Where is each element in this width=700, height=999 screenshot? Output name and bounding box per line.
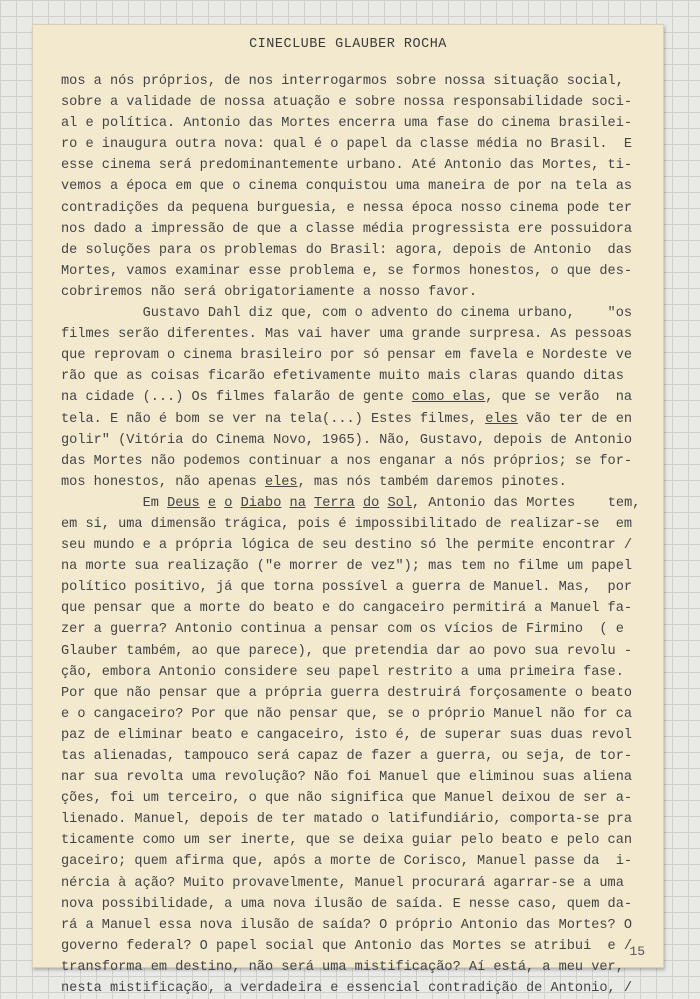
text-line: político positivo, já que torna possível a guerra de Manuel. Mas, por (61, 580, 633, 596)
text-line: contradições da pequena burguesia, e nessa época nosso cinema pode ter (61, 200, 633, 216)
text-line: nos dado a impressão de que a classe média progressista ere possuidora (61, 221, 633, 237)
text-line: Gustavo Dahl diz que, com o advento do cinema urbano, "os (61, 306, 633, 322)
text-line: vemos a época em que o cinema conquistou uma maneira de por na tela as (61, 179, 633, 195)
text-line: em si, uma dimensão trágica, pois é impossibilitado de realizar-se em (61, 516, 633, 532)
text-line: zer a guerra? Antonio continua a pensar com os vícios de Firmino ( e (61, 622, 624, 638)
text-line: das Mortes não podemos continuar a nos enganar a nós próprios; se for- (61, 453, 633, 469)
text-line: al e política. Antonio das Mortes encerra uma fase do cinema brasilei- (61, 116, 633, 132)
text-line: na cidade (...) Os filmes falarão de gente como elas, que se verão na (61, 390, 633, 406)
text-line: Mortes, vamos examinar esse problema e, se formos honestos, o que des- (61, 263, 633, 279)
body-text (61, 71, 657, 999)
text-line: de soluções para os problemas do Brasil: agora, depois de Antonio das (61, 242, 633, 258)
text-line: tas alienadas, tampouco será capaz de fazer a guerra, ou seja, de tor- (61, 749, 633, 764)
text-line: nova possibilidade, a uma nova ilusão de saída. E nesse caso, quem da- (61, 896, 633, 912)
text-line: esse cinema será predominantemente urbano. Até Antonio das Mortes, ti- (61, 158, 633, 174)
text-line: rão que as coisas ficarão efetivamente muito mais claras quando ditas (61, 369, 624, 385)
text-line: que reprovam o cinema brasileiro por só pensar em favela e Nordeste ve (61, 348, 633, 364)
text-line: ção, embora Antonio considere seu papel restrito a uma primeira fase. (61, 664, 624, 680)
text-line: filmes serão diferentes. Mas vai haver uma grande surpresa. As pessoas (61, 327, 633, 343)
text-line: ticamente como um ser inerte, que se deixa guiar pelo beato e pelo can (61, 833, 633, 849)
text-line: e o cangaceiro? Por que não pensar que, se o próprio Manuel não for ca (61, 706, 633, 722)
text-line: mos honestos, não apenas eles, mas nós também daremos pinotes. (61, 474, 567, 490)
text-line: seu mundo e a própria lógica de seu destino só lhe permite encontrar / (61, 538, 633, 554)
text-line: gaceiro; quem afirma que, após a morte de Corisco, Manuel passe da i- (61, 854, 633, 870)
text-line: paz de eliminar beato e cangaceiro, isto é, de superar suas duas revol (61, 727, 633, 743)
text-line: nar sua revolta uma revolução? Não foi Manuel que eliminou suas aliena (61, 770, 633, 786)
text-line: transforma em destino, não será uma mistificação? Aí está, a meu ver, (61, 959, 624, 975)
page-header: CINECLUBE GLAUBER ROCHA (249, 37, 447, 52)
text-line: Por que não pensar que a própria guerra destruirá forçosamente o beato (61, 685, 633, 701)
text-line: cobriremos não será obrigatoriamente a nosso favor. (61, 284, 478, 300)
text-line: nércia à ação? Muito provavelmente, Manuel procurará agarrar-se a uma (61, 875, 624, 891)
text-line: ro e inaugura outra nova: qual é o papel da classe média no Brasil. E (61, 137, 633, 153)
text-line: sobre a validade de nossa atuação e sobre nossa responsabilidade soci- (61, 95, 633, 111)
text-line: ções, foi um terceiro, o que não significa que Manuel deixou de ser a- (61, 791, 633, 807)
text-line: que pensar que a morte do beato e do cangaceiro permitirá a Manuel fa- (61, 601, 633, 617)
text-line: golir" (Vitória do Cinema Novo, 1965). Não, Gustavo, depois de Antonio (61, 432, 633, 448)
text-line: mos a nós próprios, de nos interrogarmos sobre nossa situação social, (61, 74, 624, 89)
typewritten-page (32, 24, 664, 997)
text-line: tela. E não é bom se ver na tela(...) Estes filmes, eles vão ter de en (61, 411, 633, 427)
page-number: 15 (629, 944, 645, 959)
text-line: rá a Manuel essa nova ilusão de saída? O próprio Antonio das Mortes? O (61, 917, 633, 933)
text-line: nesta mistificação, a verdadeira e essencial contradição de Antonio, / (61, 981, 633, 997)
text-line: lienado. Manuel, depois de ter matado o latifundiário, comporta-se pra (61, 812, 633, 828)
text-line: Glauber também, ao que parece), que pretendia dar ao povo sua revolu - (61, 643, 633, 659)
text-line: governo federal? O papel social que Antonio das Mortes se atribui e / (61, 938, 633, 954)
text-line: na morte sua realização ("e morrer de vez"); mas tem no filme um papel (61, 559, 633, 575)
text-line: Em Deus e o Diabo na Terra do Sol, Antonio das Mortes tem, (61, 495, 641, 511)
